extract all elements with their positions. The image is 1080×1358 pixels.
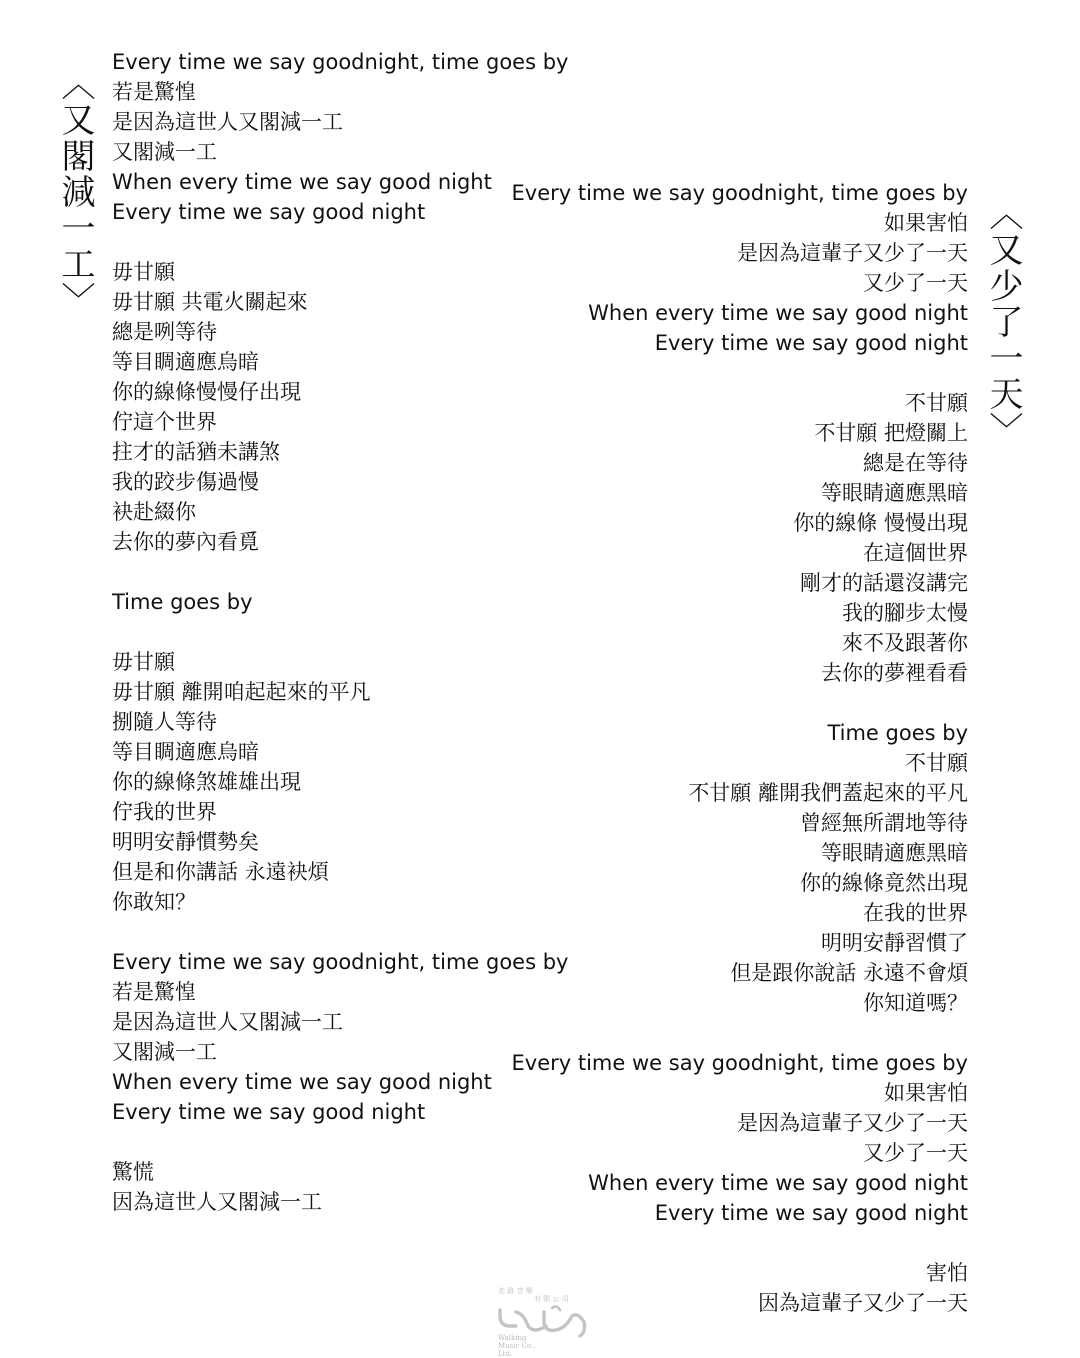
right-lyric-line: 去你的夢裡看看: [821, 661, 968, 685]
left-lyric-line: 因為這世人又閣減一工: [112, 1190, 322, 1214]
left-lyric-line: 毋甘願 共電火關起來: [112, 290, 308, 314]
logo-text-mid: 有 限 公 司: [534, 1295, 569, 1303]
right-lyric-line: 你知道嗎？: [863, 991, 968, 1015]
left-lyric-line: 我的跤步傷過慢: [112, 470, 259, 494]
left-lyric-line: 你的線條煞雄雄出現: [112, 770, 301, 794]
right-lyric-line: When every time we say good night: [588, 301, 968, 325]
right-song-title: 〈又少了一天〉: [983, 196, 1023, 448]
left-lyric-line: 是因為這世人又閣減一工: [112, 1010, 343, 1034]
walking-music-logo: [494, 1282, 590, 1358]
right-lyric-line: Time goes by: [827, 721, 968, 745]
left-lyric-line: 佇這个世界: [112, 410, 217, 434]
left-lyric-line: 又閣減一工: [112, 1040, 217, 1064]
left-lyric-line: 你敢知？: [112, 890, 196, 914]
right-lyric-line: Every time we say goodnight, time goes by: [511, 181, 968, 205]
left-stanza: [112, 947, 568, 1127]
right-lyric-line: 但是跟你說話 永遠不會煩: [730, 961, 968, 985]
right-lyric-line: 來不及跟著你: [842, 631, 968, 655]
right-lyric-line: 因為這輩子又少了一天: [758, 1291, 968, 1315]
right-lyric-line: 不甘願 離開我們蓋起來的平凡: [688, 781, 968, 805]
right-lyric-line: 明明安靜習慣了: [821, 931, 968, 955]
right-lyric-line: 我的腳步太慢: [842, 601, 968, 625]
left-lyric-line: 若是驚惶: [112, 80, 196, 104]
right-lyric-line: 如果害怕: [884, 211, 968, 235]
left-lyric-line: Every time we say goodnight, time goes by: [112, 50, 569, 74]
logo-text-top: 走 路 音 樂: [498, 1287, 533, 1295]
right-lyric-line: 又少了一天: [863, 1141, 968, 1165]
left-lyric-line: Every time we say goodnight, time goes by: [112, 950, 569, 974]
left-stanza: [112, 647, 568, 917]
left-lyric-line: When every time we say good night: [112, 1070, 492, 1094]
right-lyric-line: 等眼睛適應黑暗: [821, 841, 968, 865]
right-lyric-line: 是因為這輩子又少了一天: [737, 241, 968, 265]
left-lyric-line: 是因為這世人又閣減一工: [112, 110, 343, 134]
left-lyric-line: 毋甘願: [112, 260, 175, 284]
left-lyric-line: 佇我的世界: [112, 800, 217, 824]
right-lyric-line: 如果害怕: [884, 1081, 968, 1105]
right-lyric-line: 剛才的話還沒講完: [800, 571, 968, 595]
left-lyric-line: When every time we say good night: [112, 170, 492, 194]
left-stanza: [112, 257, 568, 557]
right-stanza: [512, 718, 968, 1018]
left-stanza: [112, 1157, 568, 1217]
right-stanza: [512, 178, 968, 358]
left-lyric-line: 捌隨人等待: [112, 710, 217, 734]
right-lyric-line: 曾經無所謂地等待: [800, 811, 968, 835]
right-lyric-line: 害怕: [926, 1261, 968, 1285]
left-lyric-line: 又閣減一工: [112, 140, 217, 164]
logo-text-bottom: Walking Music Co., Ltd.: [498, 1334, 536, 1358]
left-lyric-line: 總是咧等待: [112, 320, 217, 344]
left-lyric-line: Every time we say good night: [112, 1100, 426, 1124]
right-lyrics-column: [512, 178, 968, 1318]
left-lyric-line: 袂赴綴你: [112, 500, 196, 524]
right-lyric-line: 不甘願: [905, 751, 968, 775]
right-lyric-line: 不甘願: [905, 391, 968, 415]
left-lyric-line: 你的線條慢慢仔出現: [112, 380, 301, 404]
right-lyric-line: 你的線條 慢慢出現: [793, 511, 968, 535]
left-song-title: 〈又閣減一工〉: [55, 66, 95, 318]
left-lyric-line: 等目睭適應烏暗: [112, 740, 259, 764]
right-lyric-line: 不甘願 把燈關上: [814, 421, 968, 445]
right-lyric-line: 在這個世界: [863, 541, 968, 565]
left-stanza: [112, 587, 568, 617]
left-lyric-line: 等目睭適應烏暗: [112, 350, 259, 374]
left-stanza: [112, 47, 568, 227]
right-stanza: [512, 1048, 968, 1228]
right-lyric-line: 等眼睛適應黑暗: [821, 481, 968, 505]
left-lyric-line: 驚慌: [112, 1160, 154, 1184]
left-lyric-line: 毋甘願 離開咱起起來的平凡: [112, 680, 371, 704]
right-stanza: [512, 388, 968, 688]
left-lyric-line: 拄才的話猶未講煞: [112, 440, 280, 464]
left-lyric-line: 若是驚惶: [112, 980, 196, 1004]
right-lyric-line: Every time we say good night: [654, 331, 968, 355]
right-lyric-line: 是因為這輩子又少了一天: [737, 1111, 968, 1135]
right-lyric-line: Every time we say good night: [654, 1201, 968, 1225]
left-lyrics-column: [112, 47, 568, 1217]
left-lyric-line: 明明安靜慣勢矣: [112, 830, 259, 854]
right-lyric-line: 又少了一天: [863, 271, 968, 295]
left-lyric-line: 但是和你講話 永遠袂煩: [112, 860, 329, 884]
right-lyric-line: 你的線條竟然出現: [800, 871, 968, 895]
left-lyric-line: Every time we say good night: [112, 200, 426, 224]
left-lyric-line: 毋甘願: [112, 650, 175, 674]
right-lyric-line: 在我的世界: [863, 901, 968, 925]
left-lyric-line: Time goes by: [112, 590, 253, 614]
right-lyric-line: 總是在等待: [863, 451, 968, 475]
right-lyric-line: When every time we say good night: [588, 1171, 968, 1195]
left-lyric-line: 去你的夢內看覓: [112, 530, 259, 554]
right-lyric-line: Every time we say goodnight, time goes by: [511, 1051, 968, 1075]
